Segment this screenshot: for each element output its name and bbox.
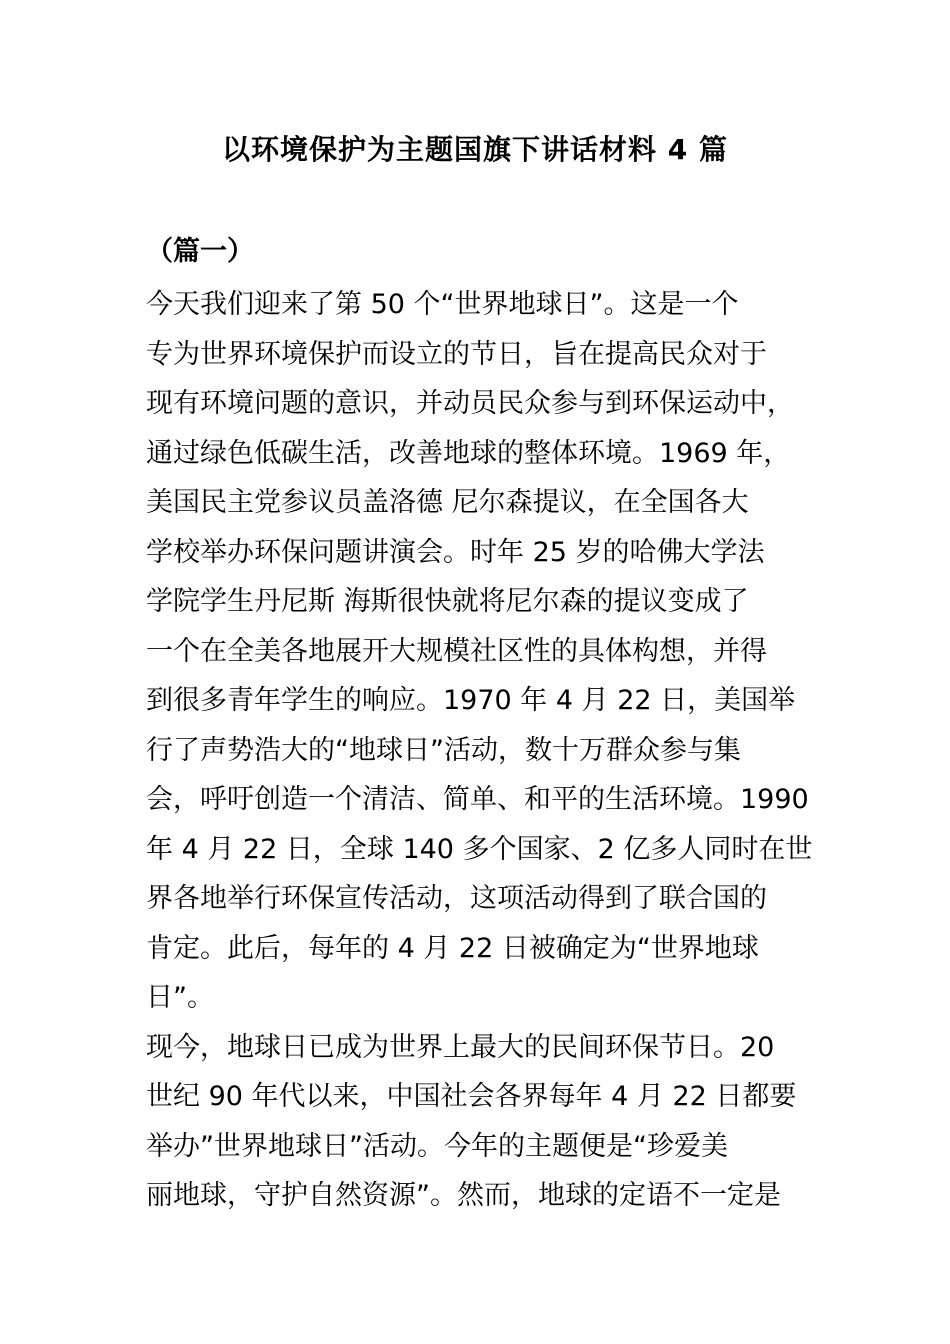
text-line: 现有环境问题的意识，并动员民众参与到环保运动中， [146,388,794,419]
text-line: 丽地球，守护自然资源”。然而，地球的定语不一定是 [146,1180,781,1211]
text-line: 学校举办环保问题讲演会。时年 25 岁的哈佛大学法 [146,536,765,568]
text-line: 日”。 [146,982,214,1013]
text-line: 界各地举行环保宣传活动，这项活动得到了联合国的 [146,883,767,914]
text-line: 到很多青年学生的响应。1970 年 4 月 22 日，美国举 [146,685,796,716]
text-line: 肯定。此后，每年的 4 月 22 日被确定为“世界地球 [146,932,759,964]
text-line: 学院学生丹尼斯 海斯很快就将尼尔森的提议变成了 [146,586,749,617]
text-line: 会，呼吁创造一个清洁、简单、和平的生活环境。1990 [146,784,809,815]
text-line: 行了声势浩大的“地球日”活动，数十万群众参与集 [146,734,741,766]
text-line: 世纪 90 年代以来，中国社会各界每年 4 月 22 日都要 [146,1081,797,1112]
text-line: 专为世界环境保护而设立的节日，旨在提高民众对于 [146,338,767,370]
text-line: 今天我们迎来了第 50 个“世界地球日”。这是一个 [146,289,739,320]
text-line: 通过绿色低碳生活，改善地球的整体环境。1969 年， [146,437,791,469]
section-label: （篇一） [146,236,254,267]
body-text [146,280,826,1221]
text-line: 现今，地球日已成为世界上最大的民间环保节日。20 [146,1031,775,1063]
text-line: 举办”世界地球日”活动。今年的主题便是“珍爱美 [146,1130,728,1162]
text-line: 一个在全美各地展开大规模社区性的具体构想，并得 [146,635,767,667]
text-line: 年 4 月 22 日，全球 140 多个国家、2 亿多人同时在世 [146,833,813,865]
text-line: 美国民主党参议员盖洛德 尼尔森提议，在全国各大 [146,487,749,518]
document-title: 以环境保护为主题国旗下讲话材料 4 篇 [222,133,728,166]
